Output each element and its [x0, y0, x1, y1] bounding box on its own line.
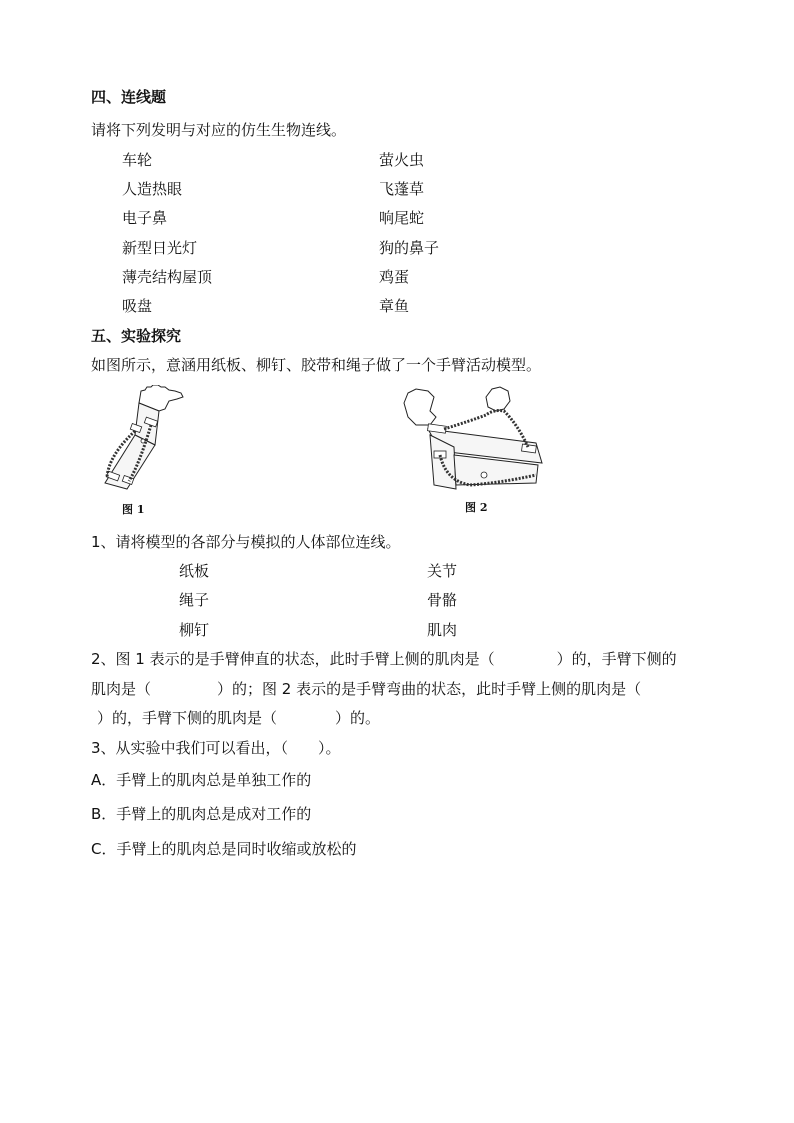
body-part-item: 骨骼	[427, 591, 458, 609]
organism-item: 响尾蛇	[379, 209, 425, 227]
figure-1-label: 图 1	[122, 503, 145, 516]
invention-item: 电子鼻	[122, 209, 168, 227]
organism-item: 狗的鼻子	[379, 239, 440, 257]
figure-2-label: 图 2	[465, 501, 488, 514]
organism-item: 章鱼	[379, 297, 410, 315]
section4-instruction: 请将下列发明与对应的仿生生物连线。	[91, 121, 347, 139]
question-2-text: ）的，手臂下侧的	[556, 650, 677, 668]
question-2-text: ）的。	[335, 709, 381, 727]
question-2-text: 肌肉是（	[91, 680, 152, 698]
option-b[interactable]: B．手臂上的肌肉总是成对工作的	[91, 805, 312, 823]
invention-item: 车轮	[122, 151, 153, 169]
question-3-text: 3、从实验中我们可以看出，（ ）。	[91, 739, 341, 757]
section5-heading: 五、实验探究	[91, 327, 182, 345]
model-part-item: 柳钉	[179, 621, 210, 639]
organism-item: 鸡蛋	[379, 268, 410, 286]
section5-intro: 如图所示，意涵用纸板、柳钉、胶带和绳子做了一个手臂活动模型。	[91, 356, 542, 374]
invention-item: 薄壳结构屋顶	[122, 268, 213, 286]
question-2-line-2	[91, 679, 641, 699]
question-2-text: ）的；图 2 表示的是手臂弯曲的状态，此时手臂上侧的肌肉是（	[217, 680, 642, 698]
question-1-text: 1、请将模型的各部分与模拟的人体部位连线。	[91, 533, 401, 551]
organism-item: 萤火虫	[379, 151, 425, 169]
invention-item: 人造热眼	[122, 180, 183, 198]
invention-item: 吸盘	[122, 297, 153, 315]
model-part-item: 绳子	[179, 591, 210, 609]
option-c[interactable]: C．手臂上的肌肉总是同时收缩或放松的	[91, 840, 357, 858]
body-part-item: 关节	[427, 562, 458, 580]
body-part-item: 肌肉	[427, 621, 458, 639]
model-part-item: 纸板	[179, 562, 210, 580]
section4-heading: 四、连线题	[91, 88, 167, 106]
invention-item: 新型日光灯	[122, 239, 198, 257]
question-2-line-3	[91, 708, 380, 728]
question-2-text: ）的，手臂下侧的肌肉是（	[97, 709, 278, 727]
figure-2-bent-arm	[400, 385, 550, 495]
question-2-line-1	[91, 649, 677, 669]
organism-item: 飞蓬草	[379, 180, 425, 198]
question-2-text: 2、图 1 表示的是手臂伸直的状态，此时手臂上侧的肌肉是（	[91, 650, 495, 668]
option-a[interactable]: A．手臂上的肌肉总是单独工作的	[91, 771, 312, 789]
figure-1-straight-arm	[95, 385, 205, 500]
